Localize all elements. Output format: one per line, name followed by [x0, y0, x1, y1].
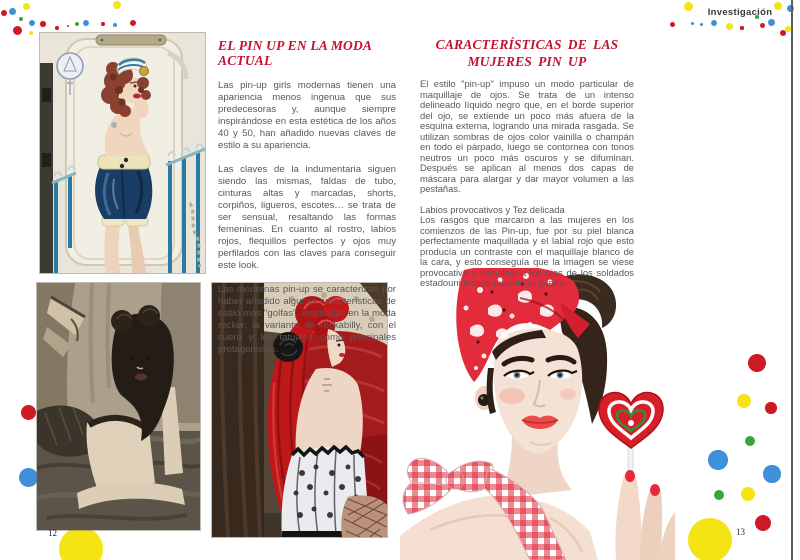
decor-dot [67, 25, 70, 28]
decor-dot [768, 19, 775, 26]
decor-dot [708, 450, 727, 469]
photo-black-white-boudoir [37, 283, 200, 530]
right-article-paragraph: El estilo "pin-up" impuso un modo particular de maquillaje de ojos. Se trata de un intenso delineado líquido negro que, en el borde superior del ojo, se extiende un poco más afuera de la esquina externa, logrando una mirada rasgada. Se utilizan sombras de ojos color vainilla o champán en todo el párpado, luego se contornea con tonos neutros un poco más oscuros y se difuminan. Después se aplican al menos dos capas de máscara para alargar y dar mayor volumen a las pestañas. [420, 78, 634, 194]
heart-lollipop [599, 393, 663, 481]
decor-dot [714, 490, 725, 501]
section-label: Investigación [707, 7, 773, 18]
decor-dot [113, 23, 117, 27]
left-article [218, 38, 396, 368]
decor-dot [21, 405, 36, 420]
left-article-paragraph: Las claves de la indumentaria siguen siendo las mismas, faldas de tubo, cinturas altas y marcadas, shorts, corpiños, ligueros, escotes… se trata de ser sensual, resaltando las formas femeninas. En cuanto al rostro, labios rojos, flequillos perfectos y ojos muy perfilados con las claves para conseguir este look. [218, 164, 396, 271]
decor-dot [711, 20, 717, 26]
bw-boudoir-illustration [37, 283, 200, 530]
right-article-paragraph: Los rasgos que marcaron a las mujeres en los comienzos de las Pin-up, fue por su piel blanca perfectamente maquillada y el labial rojo que esto producía un contraste con el maquillaje blanco de la cara, y esto conseguía que la imagen se viese provocativa y llamativa a los ojos de los soldados estadounidenses durante la guerra. [420, 214, 634, 288]
decor-dot [780, 30, 786, 36]
decor-dot [740, 26, 743, 29]
decor-dot [130, 20, 137, 27]
decor-dot [9, 8, 16, 15]
decor-dot [23, 3, 30, 10]
page-number-left: 12 [48, 528, 57, 538]
right-article [420, 36, 634, 299]
right-article-subheading: Labios provocativos y Tez delicada [420, 203, 565, 215]
decor-dot [688, 518, 732, 560]
decor-dot [737, 394, 752, 409]
left-article-paragraph: Las pin-up girls modernas tienen una apariencia menos ingenua que sus predecesoras y, aunque siempre inspirándose en esta estética de los años 40 y 50, han añadido nuevas claves de estilo a su apariencia. [218, 80, 396, 151]
decor-dot [755, 515, 771, 531]
decor-dot [748, 354, 766, 372]
decor-dot [1, 10, 7, 16]
page-edge-line [791, 0, 793, 560]
decor-dot [59, 527, 103, 560]
decor-dot [75, 22, 80, 27]
decor-dot [763, 465, 780, 482]
decor-dot [745, 436, 756, 447]
decor-dot [101, 22, 104, 25]
left-article-paragraph: Las modernas pin-up se caracterizan por haber añadido algunas características de estilo más "golfas", inspiradas en la moda rocker, la variante de rockabilly, con el cuero y los tatuajes como principales protagonistas. [218, 284, 396, 355]
decor-dot [13, 26, 22, 35]
decor-dot [19, 468, 38, 487]
decor-dot [691, 22, 694, 25]
right-article-heading: CARACTERÍSTICAS DE LAS MUJERES PIN UP [435, 37, 619, 69]
decor-dot [40, 21, 45, 26]
photo-bandana-lollipop-girl [400, 268, 675, 560]
decor-dot [700, 23, 703, 26]
decor-dot [684, 2, 693, 11]
decor-dot [741, 487, 756, 502]
decor-dot [29, 20, 35, 26]
decor-dot [726, 23, 733, 30]
left-article-heading: EL PIN UP EN LA MODA ACTUAL [218, 38, 372, 68]
photo-sailor-pinup [40, 33, 205, 273]
bandana-girl-illustration [400, 268, 675, 560]
decor-dot [785, 26, 790, 31]
decor-dot [670, 22, 675, 27]
decor-dot [55, 26, 58, 29]
decor-dot [29, 31, 34, 36]
decor-dot [765, 402, 776, 413]
decor-dot [83, 20, 89, 26]
decor-dot [760, 23, 765, 28]
page-number-right: 13 [736, 527, 745, 537]
sailor-pinup-illustration [40, 33, 205, 273]
decor-dot [19, 17, 23, 21]
raised-hand [615, 470, 675, 560]
decor-dot [113, 1, 122, 10]
